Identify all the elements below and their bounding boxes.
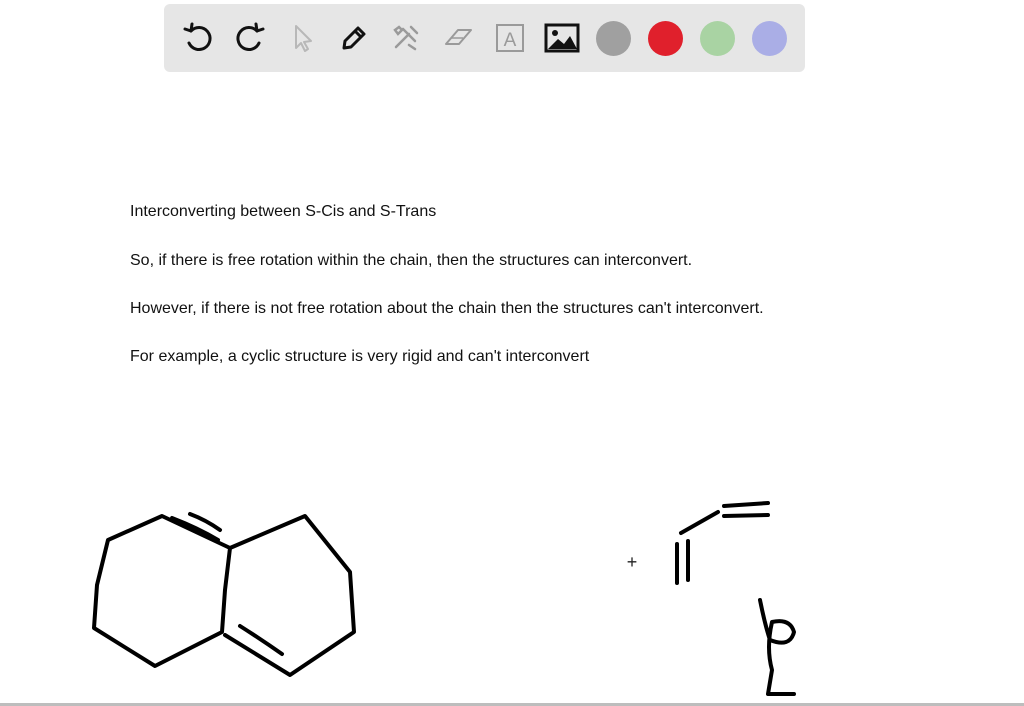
note-line-no-rotation: However, if there is not free rotation about the chain then the structures can't interconvert. <box>130 300 764 317</box>
plus-sign: + <box>626 552 638 572</box>
double-bond-top-stroke <box>172 518 218 540</box>
right-ring-sketch <box>225 516 354 675</box>
text-box-glyph: A <box>503 30 517 51</box>
note-heading: Interconverting between S-Cis and S-Trans <box>130 203 437 220</box>
left-ring-sketch <box>94 516 230 666</box>
diene-double-bond-lower <box>724 515 768 516</box>
diene-double-bond-upper <box>724 503 768 506</box>
note-line-cyclic-example: For example, a cyclic structure is very rigid and can't interconvert <box>130 348 590 365</box>
note-line-free-rotation: So, if there is free rotation within the chain, then the structures can interconvert. <box>130 252 693 269</box>
partial-ring-sketch <box>760 600 794 694</box>
diene-single-bond-stroke <box>681 512 718 533</box>
